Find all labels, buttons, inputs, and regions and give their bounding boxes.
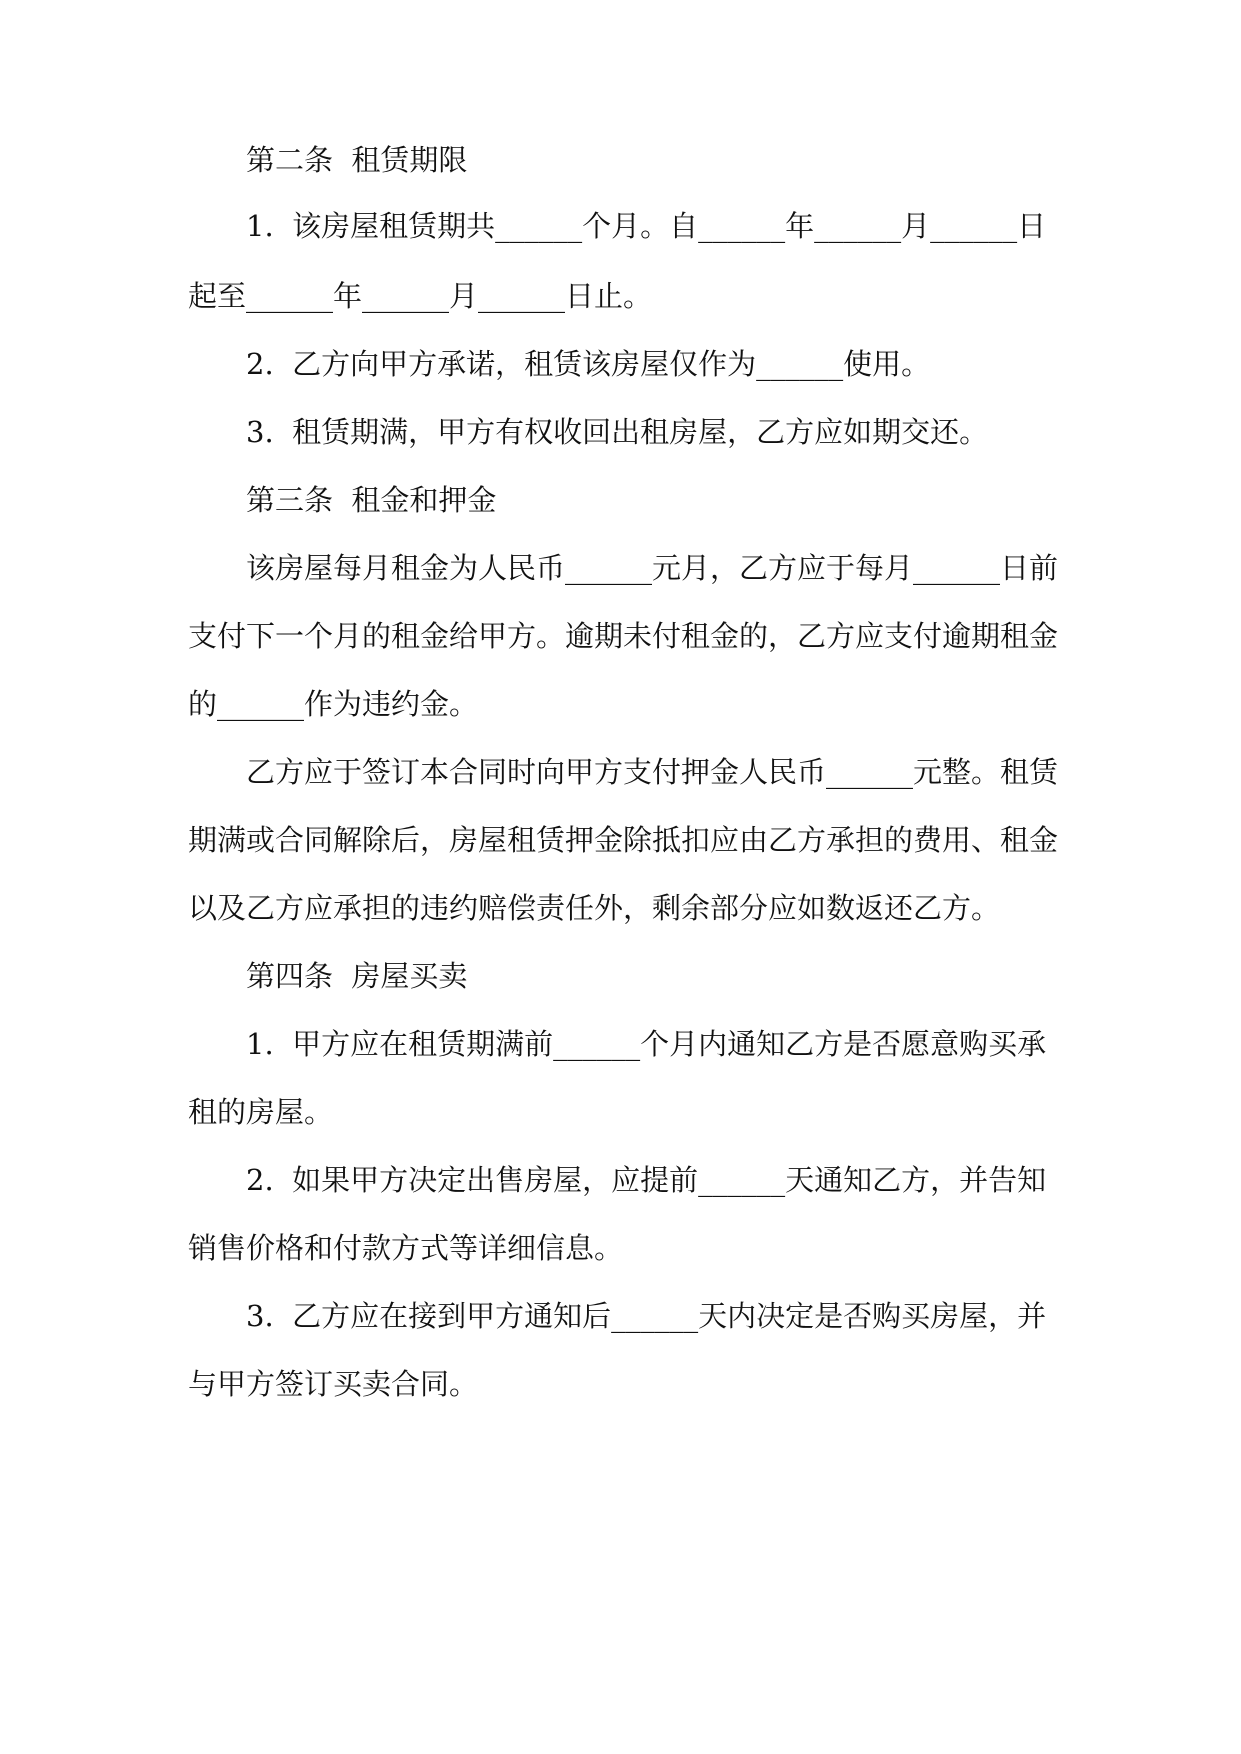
article-2-item-1-line-2: 起至______年______月______日止。 [188,279,653,313]
article-4-item-1-line-2: 租的房屋。 [188,1095,334,1129]
article-2-heading: 第二条 租赁期限 [246,143,468,177]
article-2-item-1-line-1: 1. 该房屋租赁期共______个月。自______年______月______日 [246,209,1047,243]
article-3-para-1-line-1: 该房屋每月租金为人民币______元月，乙方应于每月______日前 [246,551,1059,585]
article-4-item-1-line-1: 1. 甲方应在租赁期满前______个月内通知乙方是否愿意购买承 [246,1027,1047,1061]
article-4-heading: 第四条 房屋买卖 [246,959,468,993]
article-3-para-1-line-3: 的______作为违约金。 [188,687,479,721]
article-3-para-2-line-2: 期满或合同解除后，房屋租赁押金除抵扣应由乙方承担的费用、租金 [188,823,1059,857]
article-2-item-3: 3. 租赁期满，甲方有权收回出租房屋，乙方应如期交还。 [246,415,989,449]
article-2-item-2: 2. 乙方向甲方承诺，租赁该房屋仅作为______使用。 [246,347,931,381]
article-3-para-1-line-2: 支付下一个月的租金给甲方。逾期未付租金的，乙方应支付逾期租金 [188,619,1059,653]
article-4-item-2-line-1: 2. 如果甲方决定出售房屋，应提前______天通知乙方，并告知 [246,1163,1047,1197]
article-4-item-3-line-1: 3. 乙方应在接到甲方通知后______天内决定是否购买房屋，并 [246,1299,1047,1333]
article-3-heading: 第三条 租金和押金 [246,483,497,517]
article-3-para-2-line-3: 以及乙方应承担的违约赔偿责任外，剩余部分应如数返还乙方。 [188,891,1001,925]
article-4-item-2-line-2: 销售价格和付款方式等详细信息。 [188,1231,624,1265]
article-3-para-2-line-1: 乙方应于签订本合同时向甲方支付押金人民币______元整。租赁 [246,755,1059,789]
article-4-item-3-line-2: 与甲方签订买卖合同。 [188,1367,479,1401]
